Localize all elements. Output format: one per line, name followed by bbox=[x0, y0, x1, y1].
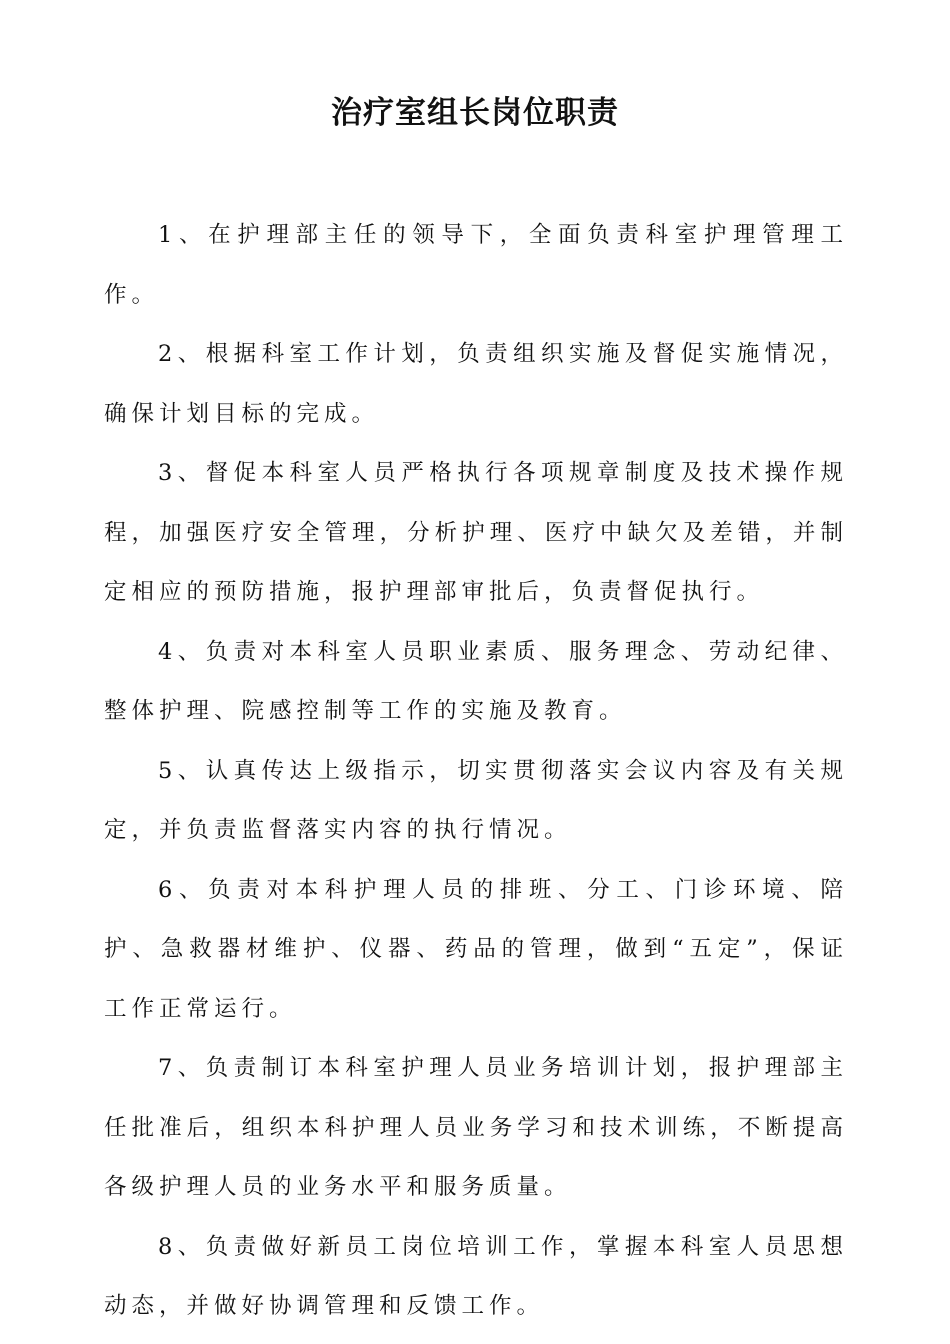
paragraph-5: 5、认真传达上级指示，切实贯彻落实会议内容及有关规定，并负责监督落实内容的执行情况。 bbox=[104, 757, 848, 843]
document-title: 治疗室组长岗位职责 bbox=[331, 95, 619, 131]
paragraph-4: 4、负责对本科室人员职业素质、服务理念、劳动纪律、整体护理、院感控制等工作的实施及教育。 bbox=[104, 638, 848, 724]
document-body bbox=[104, 206, 848, 1337]
paragraph-3: 3、督促本科室人员严格执行各项规章制度及技术操作规程，加强医疗安全管理，分析护理、医疗中缺欠及差错，并制定相应的预防措施，报护理部审批后，负责督促执行。 bbox=[104, 460, 848, 605]
paragraph-7: 7、负责制订本科室护理人员业务培训计划，报护理部主任批准后，组织本科护理人员业务学习和技术训练，不断提高各级护理人员的业务水平和服务质量。 bbox=[104, 1055, 848, 1200]
paragraph-1: 1、在护理部主任的领导下，全面负责科室护理管理工作。 bbox=[104, 222, 848, 308]
paragraph-2: 2、根据科室工作计划，负责组织实施及督促实施情况，确保计划目标的完成。 bbox=[104, 341, 848, 427]
paragraph-8: 8、负责做好新员工岗位培训工作，掌握本科室人员思想动态，并做好协调管理和反馈工作。 bbox=[104, 1233, 848, 1319]
paragraph-6: 6、负责对本科护理人员的排班、分工、门诊环境、陪护、急救器材维护、仪器、药品的管理，做到“五定”，保证工作正常运行。 bbox=[104, 876, 848, 1022]
